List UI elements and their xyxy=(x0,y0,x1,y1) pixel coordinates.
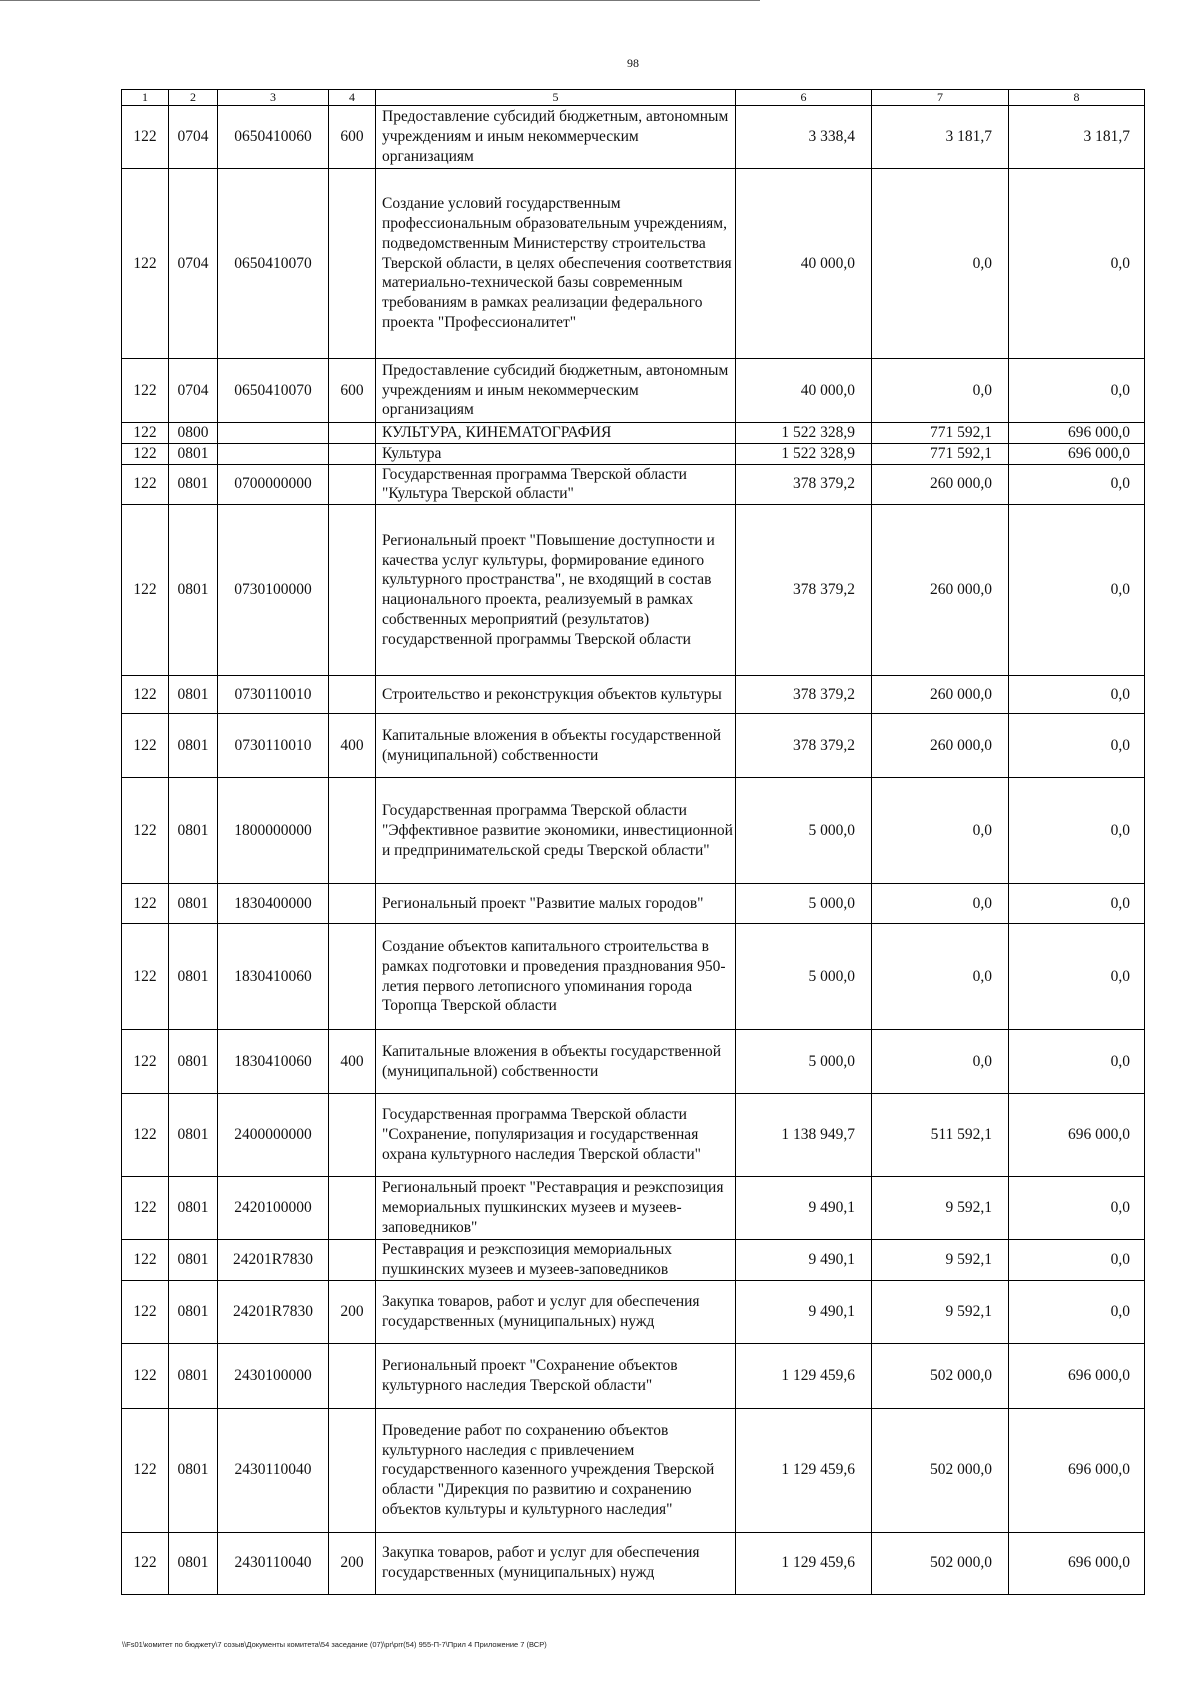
amount-col-7: 502 000,0 xyxy=(872,1343,1009,1408)
amount-col-8: 696 000,0 xyxy=(1009,1532,1145,1594)
expense-type-code xyxy=(329,464,376,505)
dept-code: 122 xyxy=(122,884,169,924)
amount-col-6: 378 379,2 xyxy=(736,714,872,778)
item-name: Региональный проект "Сохранение объектов культурного наследия Тверской области" xyxy=(376,1343,736,1408)
amount-col-6: 1 129 459,6 xyxy=(736,1408,872,1532)
column-number: 2 xyxy=(169,90,218,106)
amount-col-7: 260 000,0 xyxy=(872,505,1009,676)
amount-col-6: 1 138 949,7 xyxy=(736,1094,872,1177)
item-name: Создание объектов капитального строительства в рамках подготовки и проведения празднования 950-летия первого летописного упоминания города Торопца Тверской области xyxy=(376,924,736,1030)
section-code: 0801 xyxy=(169,505,218,676)
amount-col-7: 0,0 xyxy=(872,359,1009,423)
amount-col-7: 771 592,1 xyxy=(872,443,1009,464)
item-name: Закупка товаров, работ и услуг для обеспечения государственных (муниципальных) нужд xyxy=(376,1280,736,1343)
expense-type-code xyxy=(329,924,376,1030)
table-row xyxy=(122,714,1145,778)
table-row xyxy=(122,464,1145,505)
amount-col-8: 0,0 xyxy=(1009,1240,1145,1281)
budget-table xyxy=(121,89,1145,1595)
item-name: Культура xyxy=(376,443,736,464)
item-name: Строительство и реконструкция объектов культуры xyxy=(376,676,736,714)
target-article-code: 24201R7830 xyxy=(218,1240,329,1281)
target-article-code: 0650410070 xyxy=(218,359,329,423)
target-article-code: 2430110040 xyxy=(218,1532,329,1594)
item-name: Государственная программа Тверской области "Культура Тверской области" xyxy=(376,464,736,505)
dept-code: 122 xyxy=(122,778,169,884)
dept-code: 122 xyxy=(122,1177,169,1240)
target-article-code: 0650410060 xyxy=(218,106,329,169)
amount-col-6: 3 338,4 xyxy=(736,106,872,169)
target-article-code xyxy=(218,423,329,444)
amount-col-7: 771 592,1 xyxy=(872,423,1009,444)
section-code: 0801 xyxy=(169,1408,218,1532)
item-name: Региональный проект "Развитие малых городов" xyxy=(376,884,736,924)
target-article-code xyxy=(218,443,329,464)
target-article-code: 0650410070 xyxy=(218,169,329,359)
item-name: Региональный проект "Повышение доступности и качества услуг культуры, формирование единого культурного пространства", не входящий в состав национального проекта, реализуемый в рамках собственных мероприятий (результатов) государственной программы Тверской области xyxy=(376,505,736,676)
amount-col-8: 696 000,0 xyxy=(1009,423,1145,444)
amount-col-7: 0,0 xyxy=(872,169,1009,359)
amount-col-7: 9 592,1 xyxy=(872,1280,1009,1343)
amount-col-7: 260 000,0 xyxy=(872,676,1009,714)
amount-col-6: 1 522 328,9 xyxy=(736,423,872,444)
table-row xyxy=(122,505,1145,676)
amount-col-8: 0,0 xyxy=(1009,778,1145,884)
item-name: КУЛЬТУРА, КИНЕМАТОГРАФИЯ xyxy=(376,423,736,444)
expense-type-code xyxy=(329,676,376,714)
amount-col-6: 1 129 459,6 xyxy=(736,1343,872,1408)
table-row xyxy=(122,1280,1145,1343)
expense-type-code xyxy=(329,1343,376,1408)
column-number: 8 xyxy=(1009,90,1145,106)
expense-type-code xyxy=(329,169,376,359)
table-row xyxy=(122,169,1145,359)
column-number-row xyxy=(122,90,1145,106)
dept-code: 122 xyxy=(122,359,169,423)
table-row xyxy=(122,1240,1145,1281)
amount-col-6: 1 522 328,9 xyxy=(736,443,872,464)
amount-col-7: 9 592,1 xyxy=(872,1240,1009,1281)
amount-col-8: 0,0 xyxy=(1009,676,1145,714)
expense-type-code: 200 xyxy=(329,1532,376,1594)
amount-col-7: 0,0 xyxy=(872,1030,1009,1094)
expense-type-code xyxy=(329,1240,376,1281)
amount-col-7: 511 592,1 xyxy=(872,1094,1009,1177)
amount-col-7: 9 592,1 xyxy=(872,1177,1009,1240)
table-row xyxy=(122,1177,1145,1240)
item-name: Создание условий государственным профессиональным образовательным учреждениям, подведомственным Министерству строительства Тверской области, в целях обеспечения соответствия материально-технической базы современным требованиям в рамках реализации федерального проекта "Профессионалитет" xyxy=(376,169,736,359)
dept-code: 122 xyxy=(122,1030,169,1094)
amount-col-7: 0,0 xyxy=(872,778,1009,884)
target-article-code: 0730100000 xyxy=(218,505,329,676)
amount-col-8: 0,0 xyxy=(1009,169,1145,359)
expense-type-code: 200 xyxy=(329,1280,376,1343)
expense-type-code: 600 xyxy=(329,359,376,423)
expense-type-code xyxy=(329,423,376,444)
amount-col-6: 5 000,0 xyxy=(736,924,872,1030)
dept-code: 122 xyxy=(122,1343,169,1408)
target-article-code: 0730110010 xyxy=(218,676,329,714)
item-name: Государственная программа Тверской области "Эффективное развитие экономики, инвестиционной и предпринимательской среды Тверской области" xyxy=(376,778,736,884)
expense-type-code: 400 xyxy=(329,1030,376,1094)
amount-col-6: 9 490,1 xyxy=(736,1177,872,1240)
item-name: Проведение работ по сохранению объектов культурного наследия с привлечением государственного казенного учреждения Тверской области "Дирекция по развитию и сохранению объектов культуры и культурного наследия" xyxy=(376,1408,736,1532)
amount-col-6: 5 000,0 xyxy=(736,778,872,884)
table-row xyxy=(122,1408,1145,1532)
amount-col-7: 260 000,0 xyxy=(872,714,1009,778)
amount-col-6: 378 379,2 xyxy=(736,505,872,676)
dept-code: 122 xyxy=(122,505,169,676)
expense-type-code xyxy=(329,884,376,924)
item-name: Капитальные вложения в объекты государственной (муниципальной) собственности xyxy=(376,714,736,778)
amount-col-6: 378 379,2 xyxy=(736,464,872,505)
amount-col-8: 0,0 xyxy=(1009,1280,1145,1343)
dept-code: 122 xyxy=(122,714,169,778)
section-code: 0801 xyxy=(169,924,218,1030)
section-code: 0801 xyxy=(169,1532,218,1594)
amount-col-6: 378 379,2 xyxy=(736,676,872,714)
dept-code: 122 xyxy=(122,106,169,169)
amount-col-7: 3 181,7 xyxy=(872,106,1009,169)
section-code: 0801 xyxy=(169,464,218,505)
section-code: 0801 xyxy=(169,714,218,778)
amount-col-7: 0,0 xyxy=(872,924,1009,1030)
dept-code: 122 xyxy=(122,443,169,464)
dept-code: 122 xyxy=(122,924,169,1030)
scan-edge-line xyxy=(0,0,760,1)
item-name: Закупка товаров, работ и услуг для обеспечения государственных (муниципальных) нужд xyxy=(376,1532,736,1594)
table-row xyxy=(122,676,1145,714)
amount-col-8: 0,0 xyxy=(1009,505,1145,676)
section-code: 0801 xyxy=(169,884,218,924)
table-row xyxy=(122,443,1145,464)
table-body xyxy=(122,106,1145,1595)
expense-type-code xyxy=(329,1177,376,1240)
expense-type-code xyxy=(329,1408,376,1532)
table-row xyxy=(122,106,1145,169)
expense-type-code xyxy=(329,443,376,464)
amount-col-6: 5 000,0 xyxy=(736,1030,872,1094)
section-code: 0801 xyxy=(169,443,218,464)
table-row xyxy=(122,1532,1145,1594)
dept-code: 122 xyxy=(122,464,169,505)
expense-type-code: 400 xyxy=(329,714,376,778)
target-article-code: 24201R7830 xyxy=(218,1280,329,1343)
target-article-code: 2430100000 xyxy=(218,1343,329,1408)
table-row xyxy=(122,1343,1145,1408)
amount-col-8: 0,0 xyxy=(1009,714,1145,778)
amount-col-8: 0,0 xyxy=(1009,924,1145,1030)
section-code: 0801 xyxy=(169,1177,218,1240)
amount-col-8: 696 000,0 xyxy=(1009,1094,1145,1177)
section-code: 0704 xyxy=(169,169,218,359)
table-row xyxy=(122,423,1145,444)
target-article-code: 1830410060 xyxy=(218,924,329,1030)
target-article-code: 0700000000 xyxy=(218,464,329,505)
amount-col-6: 1 129 459,6 xyxy=(736,1532,872,1594)
amount-col-8: 696 000,0 xyxy=(1009,1343,1145,1408)
amount-col-7: 502 000,0 xyxy=(872,1408,1009,1532)
amount-col-6: 5 000,0 xyxy=(736,884,872,924)
page-number: 98 xyxy=(627,56,639,70)
target-article-code: 2430110040 xyxy=(218,1408,329,1532)
amount-col-7: 260 000,0 xyxy=(872,464,1009,505)
target-article-code: 1830400000 xyxy=(218,884,329,924)
column-number: 6 xyxy=(736,90,872,106)
section-code: 0801 xyxy=(169,1094,218,1177)
column-number: 7 xyxy=(872,90,1009,106)
target-article-code: 0730110010 xyxy=(218,714,329,778)
target-article-code: 1830410060 xyxy=(218,1030,329,1094)
section-code: 0801 xyxy=(169,1240,218,1281)
amount-col-8: 0,0 xyxy=(1009,464,1145,505)
table-row xyxy=(122,1030,1145,1094)
section-code: 0800 xyxy=(169,423,218,444)
table-row xyxy=(122,778,1145,884)
column-number: 1 xyxy=(122,90,169,106)
dept-code: 122 xyxy=(122,1094,169,1177)
dept-code: 122 xyxy=(122,676,169,714)
item-name: Предоставление субсидий бюджетным, автономным учреждениям и иным некоммерческим организациям xyxy=(376,106,736,169)
amount-col-8: 3 181,7 xyxy=(1009,106,1145,169)
item-name: Реставрация и реэкспозиция мемориальных пушкинских музеев и музеев-заповедников xyxy=(376,1240,736,1281)
section-code: 0704 xyxy=(169,106,218,169)
amount-col-7: 502 000,0 xyxy=(872,1532,1009,1594)
table-row xyxy=(122,884,1145,924)
amount-col-7: 0,0 xyxy=(872,884,1009,924)
section-code: 0801 xyxy=(169,1030,218,1094)
table-row xyxy=(122,359,1145,423)
item-name: Предоставление субсидий бюджетным, автономным учреждениям и иным некоммерческим организациям xyxy=(376,359,736,423)
target-article-code: 1800000000 xyxy=(218,778,329,884)
amount-col-8: 0,0 xyxy=(1009,1177,1145,1240)
item-name: Государственная программа Тверской области "Сохранение, популяризация и государственная охрана культурного наследия Тверской области" xyxy=(376,1094,736,1177)
column-number: 3 xyxy=(218,90,329,106)
section-code: 0704 xyxy=(169,359,218,423)
expense-type-code xyxy=(329,778,376,884)
dept-code: 122 xyxy=(122,1280,169,1343)
amount-col-8: 0,0 xyxy=(1009,884,1145,924)
target-article-code: 2400000000 xyxy=(218,1094,329,1177)
section-code: 0801 xyxy=(169,1280,218,1343)
amount-col-8: 696 000,0 xyxy=(1009,1408,1145,1532)
amount-col-6: 40 000,0 xyxy=(736,169,872,359)
amount-col-6: 9 490,1 xyxy=(736,1240,872,1281)
amount-col-8: 0,0 xyxy=(1009,359,1145,423)
amount-col-6: 40 000,0 xyxy=(736,359,872,423)
expense-type-code xyxy=(329,1094,376,1177)
dept-code: 122 xyxy=(122,1532,169,1594)
dept-code: 122 xyxy=(122,1240,169,1281)
dept-code: 122 xyxy=(122,169,169,359)
item-name: Капитальные вложения в объекты государственной (муниципальной) собственности xyxy=(376,1030,736,1094)
amount-col-6: 9 490,1 xyxy=(736,1280,872,1343)
item-name: Региональный проект "Реставрация и реэкспозиция мемориальных пушкинских музеев и музеев-заповедников" xyxy=(376,1177,736,1240)
section-code: 0801 xyxy=(169,778,218,884)
dept-code: 122 xyxy=(122,1408,169,1532)
table-row xyxy=(122,1094,1145,1177)
section-code: 0801 xyxy=(169,1343,218,1408)
table-row xyxy=(122,924,1145,1030)
expense-type-code xyxy=(329,505,376,676)
column-number: 4 xyxy=(329,90,376,106)
amount-col-8: 696 000,0 xyxy=(1009,443,1145,464)
amount-col-8: 0,0 xyxy=(1009,1030,1145,1094)
dept-code: 122 xyxy=(122,423,169,444)
column-number: 5 xyxy=(376,90,736,106)
expense-type-code: 600 xyxy=(329,106,376,169)
file-path-footer: \\Fs01\комитет по бюджету\7 созыв\Документы комитета\54 заседание (07)\pr\prr(54) 955-П-7\Прил 4 Приложение 7 (ВСР) xyxy=(122,1640,547,1649)
target-article-code: 2420100000 xyxy=(218,1177,329,1240)
section-code: 0801 xyxy=(169,676,218,714)
